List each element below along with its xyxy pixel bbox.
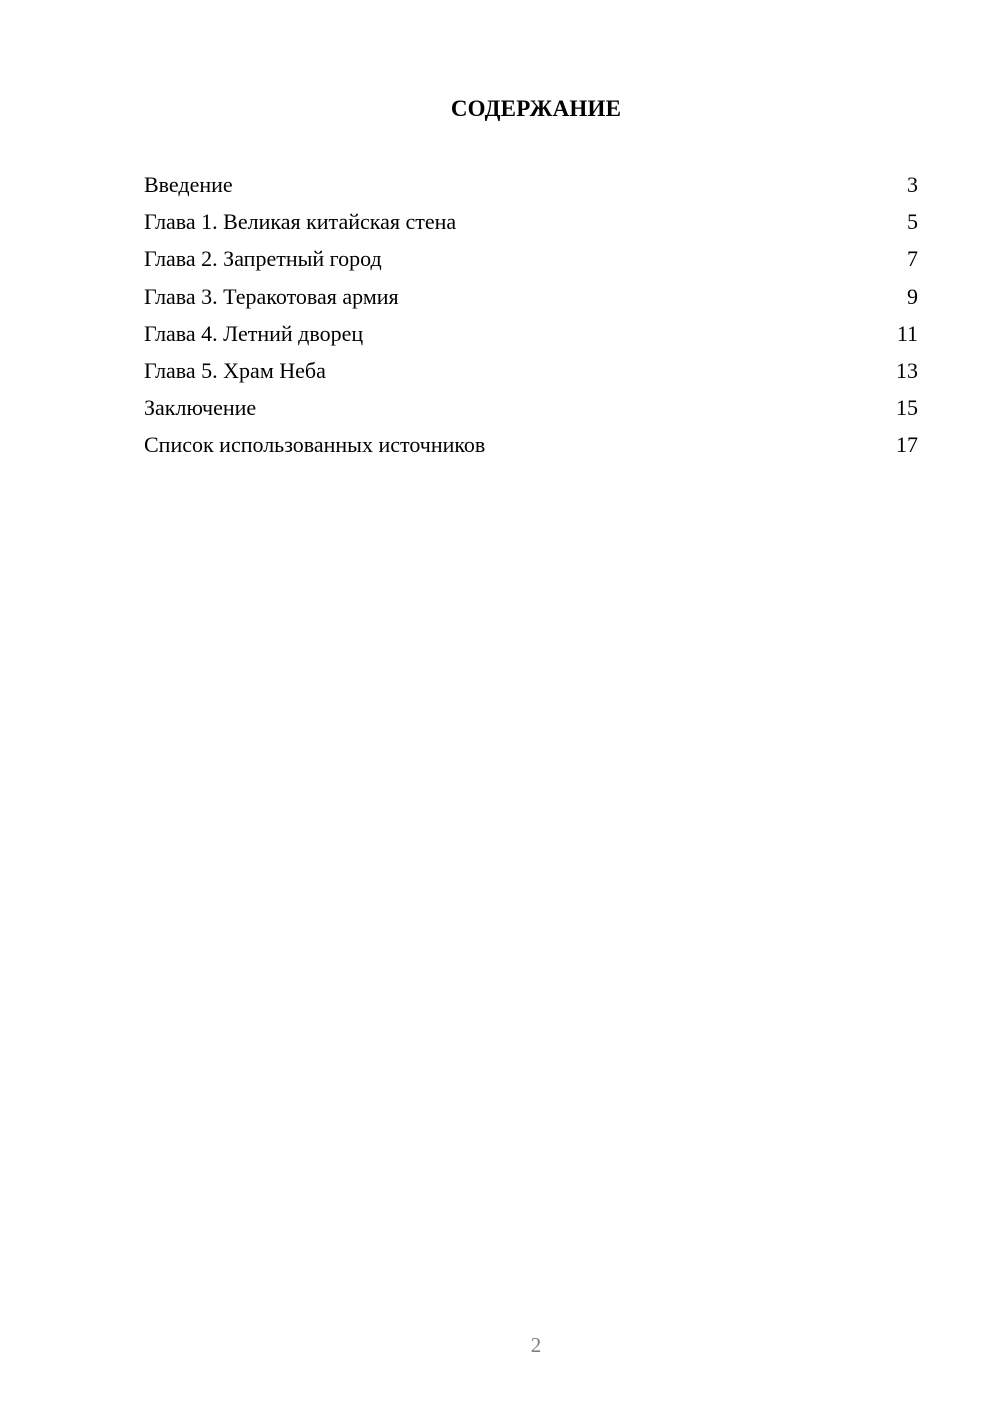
toc-item-chapter-3[interactable]: [144, 282, 918, 319]
toc-item-page-number: 5: [907, 209, 918, 235]
toc-item-references[interactable]: [144, 430, 918, 467]
toc-item-label: Глава 2. Запретный город: [144, 246, 382, 272]
toc-item-page-number: 9: [907, 283, 918, 309]
toc-item-label: Глава 1. Великая китайская стена: [144, 209, 457, 235]
toc-item-label: Глава 5. Храм Неба: [144, 357, 326, 383]
page-title: СОДЕРЖАНИЕ: [450, 96, 622, 121]
toc-item-chapter-4[interactable]: [144, 319, 918, 356]
toc-item-label: Список использованных источников: [144, 432, 486, 458]
toc-item-conclusion[interactable]: [144, 393, 918, 430]
toc-item-page-number: 13: [896, 357, 918, 383]
toc-item-page-number: 3: [907, 172, 918, 197]
toc-item-chapter-2[interactable]: [144, 244, 918, 281]
page-number: 2: [530, 1333, 542, 1357]
toc-item-label: Введение: [144, 172, 233, 197]
toc-item-label: Заключение: [144, 395, 257, 421]
toc-item-page-number: 7: [907, 246, 918, 272]
toc-item-page-number: 15: [896, 395, 918, 421]
toc-item-label: Глава 4. Летний дворец: [144, 320, 364, 346]
table-of-contents: [144, 170, 918, 468]
toc-item-chapter-1[interactable]: [144, 207, 918, 244]
toc-item-chapter-5[interactable]: [144, 356, 918, 393]
toc-item-page-number: 11: [896, 320, 918, 346]
toc-item-label: Глава 3. Теракотовая армия: [144, 283, 399, 309]
toc-item-introduction[interactable]: [144, 170, 918, 207]
toc-item-page-number: 17: [896, 432, 918, 458]
